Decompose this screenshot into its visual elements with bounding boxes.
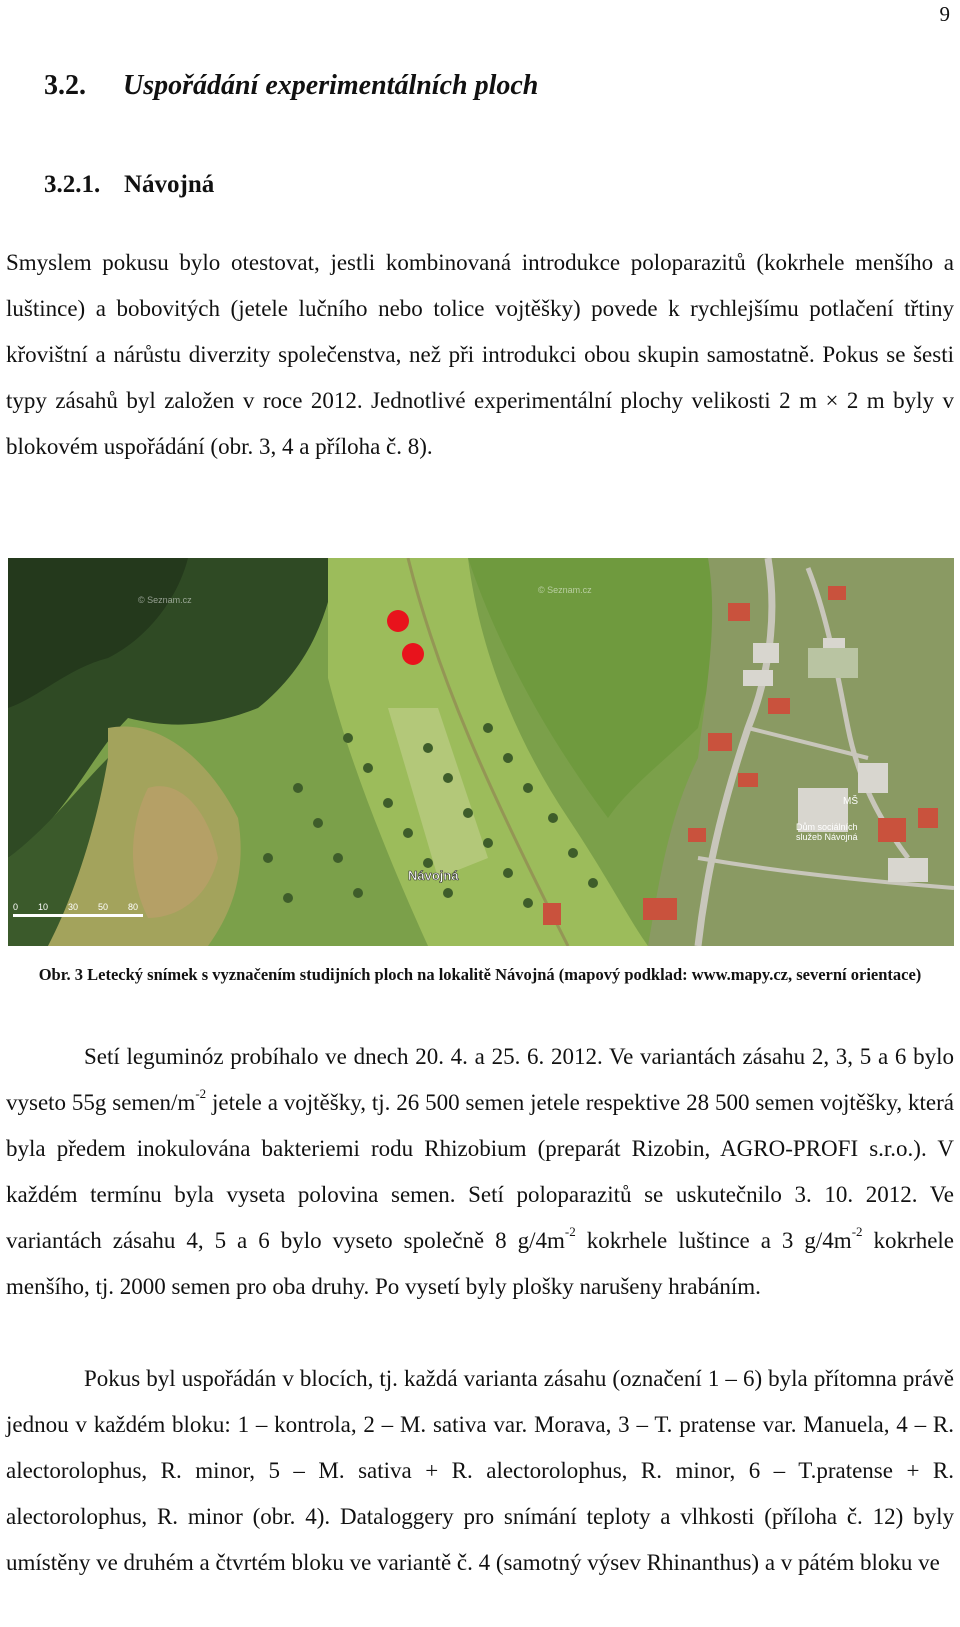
figure-caption: Obr. 3 Letecký snímek s vyznačením studijních ploch na lokalitě Návojná (mapový podklad: www.mapy.cz, severní orientace) [38,965,922,984]
study-plot-2 [402,643,424,665]
svg-text:10: 10 [38,902,49,912]
study-plot-1 [387,610,409,632]
subsection-heading [44,171,214,199]
svg-text:© Seznam.cz: © Seznam.cz [538,585,592,595]
svg-text:MŠ: MŠ [843,796,858,807]
sowing-paragraph: Setí leguminóz probíhalo ve dnech 20. 4. a 25. 6. 2012. Ve variantách zásahu 2, 3, 5 a 6 bylo vyseto 55g semen/$m^{-2}$ jetele a vojtěšky, tj. 26 500 semen jetele respektive 28 500 semen vojtěšky, která byla předem inokulována bakteriemi rodu Rhizobium (preparát Rizobin, AGRO-PROFI s.r.o.). V každém termínu byla vyseta polovina semen. Setí poloparazitů se uskutečnilo 3. 10. 2012. Ve variantách zásahu 4, 5 a 6 bylo vyseto společně 8 $g/4m^{-2}$ kokrhele luštince a 3 $g/4m^{-2}$ kokrhele menšího, tj. 2000 semen pro oba druhy. Po vysetí byly plošky narušeny hrabáním. [6,1044,955,1299]
section-heading [44,70,538,102]
svg-text:0: 0 [13,902,19,912]
svg-text:služeb Návojná: služeb Návojná [796,832,858,842]
svg-text:80: 80 [128,902,139,912]
svg-text:30: 30 [68,902,79,912]
section-title: Uspořádání experimentálních ploch [123,70,539,101]
design-paragraph: Pokus byl uspořádán v blocích, tj. každá varianta zásahu (označení 1 – 6) byla přítomna právě jednou v každém bloku: 1 – kontrola, 2 – M. sativa var. Morava, 3 – T. pratense var. Manuela, 4 – R. alectorolophus, R. minor, 5 – M. sativa + R. alectorolophus, R. minor, 6 – T.pratense + R. alectorolophus, R. minor (obr. 4). Dataloggery pro snímání teploty a vlhkosti (příloha č. 12) byly umístěny ve druhém a čtvrtém bloku ve variantě č. 4 (samotný výsev Rhinanthus) a v pátém bloku ve [6,1366,954,1575]
subsection-number: 3.2.1. [44,171,101,198]
svg-text:© Seznam.cz: © Seznam.cz [138,595,192,605]
svg-text:Dům sociálních: Dům sociálních [796,822,858,832]
subsection-title: Návojná [124,171,215,198]
page-number: 9 [939,2,950,26]
aerial-photo [8,558,954,946]
svg-text:Návojná: Návojná [408,868,459,883]
section-number: 3.2. [44,70,86,101]
intro-paragraph: Smyslem pokusu bylo otestovat, jestli kombinovaná introdukce poloparazitů (kokrhele menšího a luštince) a bobovitých (jetele lučního nebo tolice vojtěšky) povede k rychlejšímu potlačení třtiny křovištní a nárůstu diverzity společenstva, než při introdukci obou skupin samostatně. Pokus se šesti typy zásahů byl založen v roce 2012. Jednotlivé experimentální plochy velikosti 2 m × 2 m byly v blokovém uspořádání (obr. 3, 4 a příloha č. 8). [6,250,954,459]
svg-text:50: 50 [98,902,109,912]
